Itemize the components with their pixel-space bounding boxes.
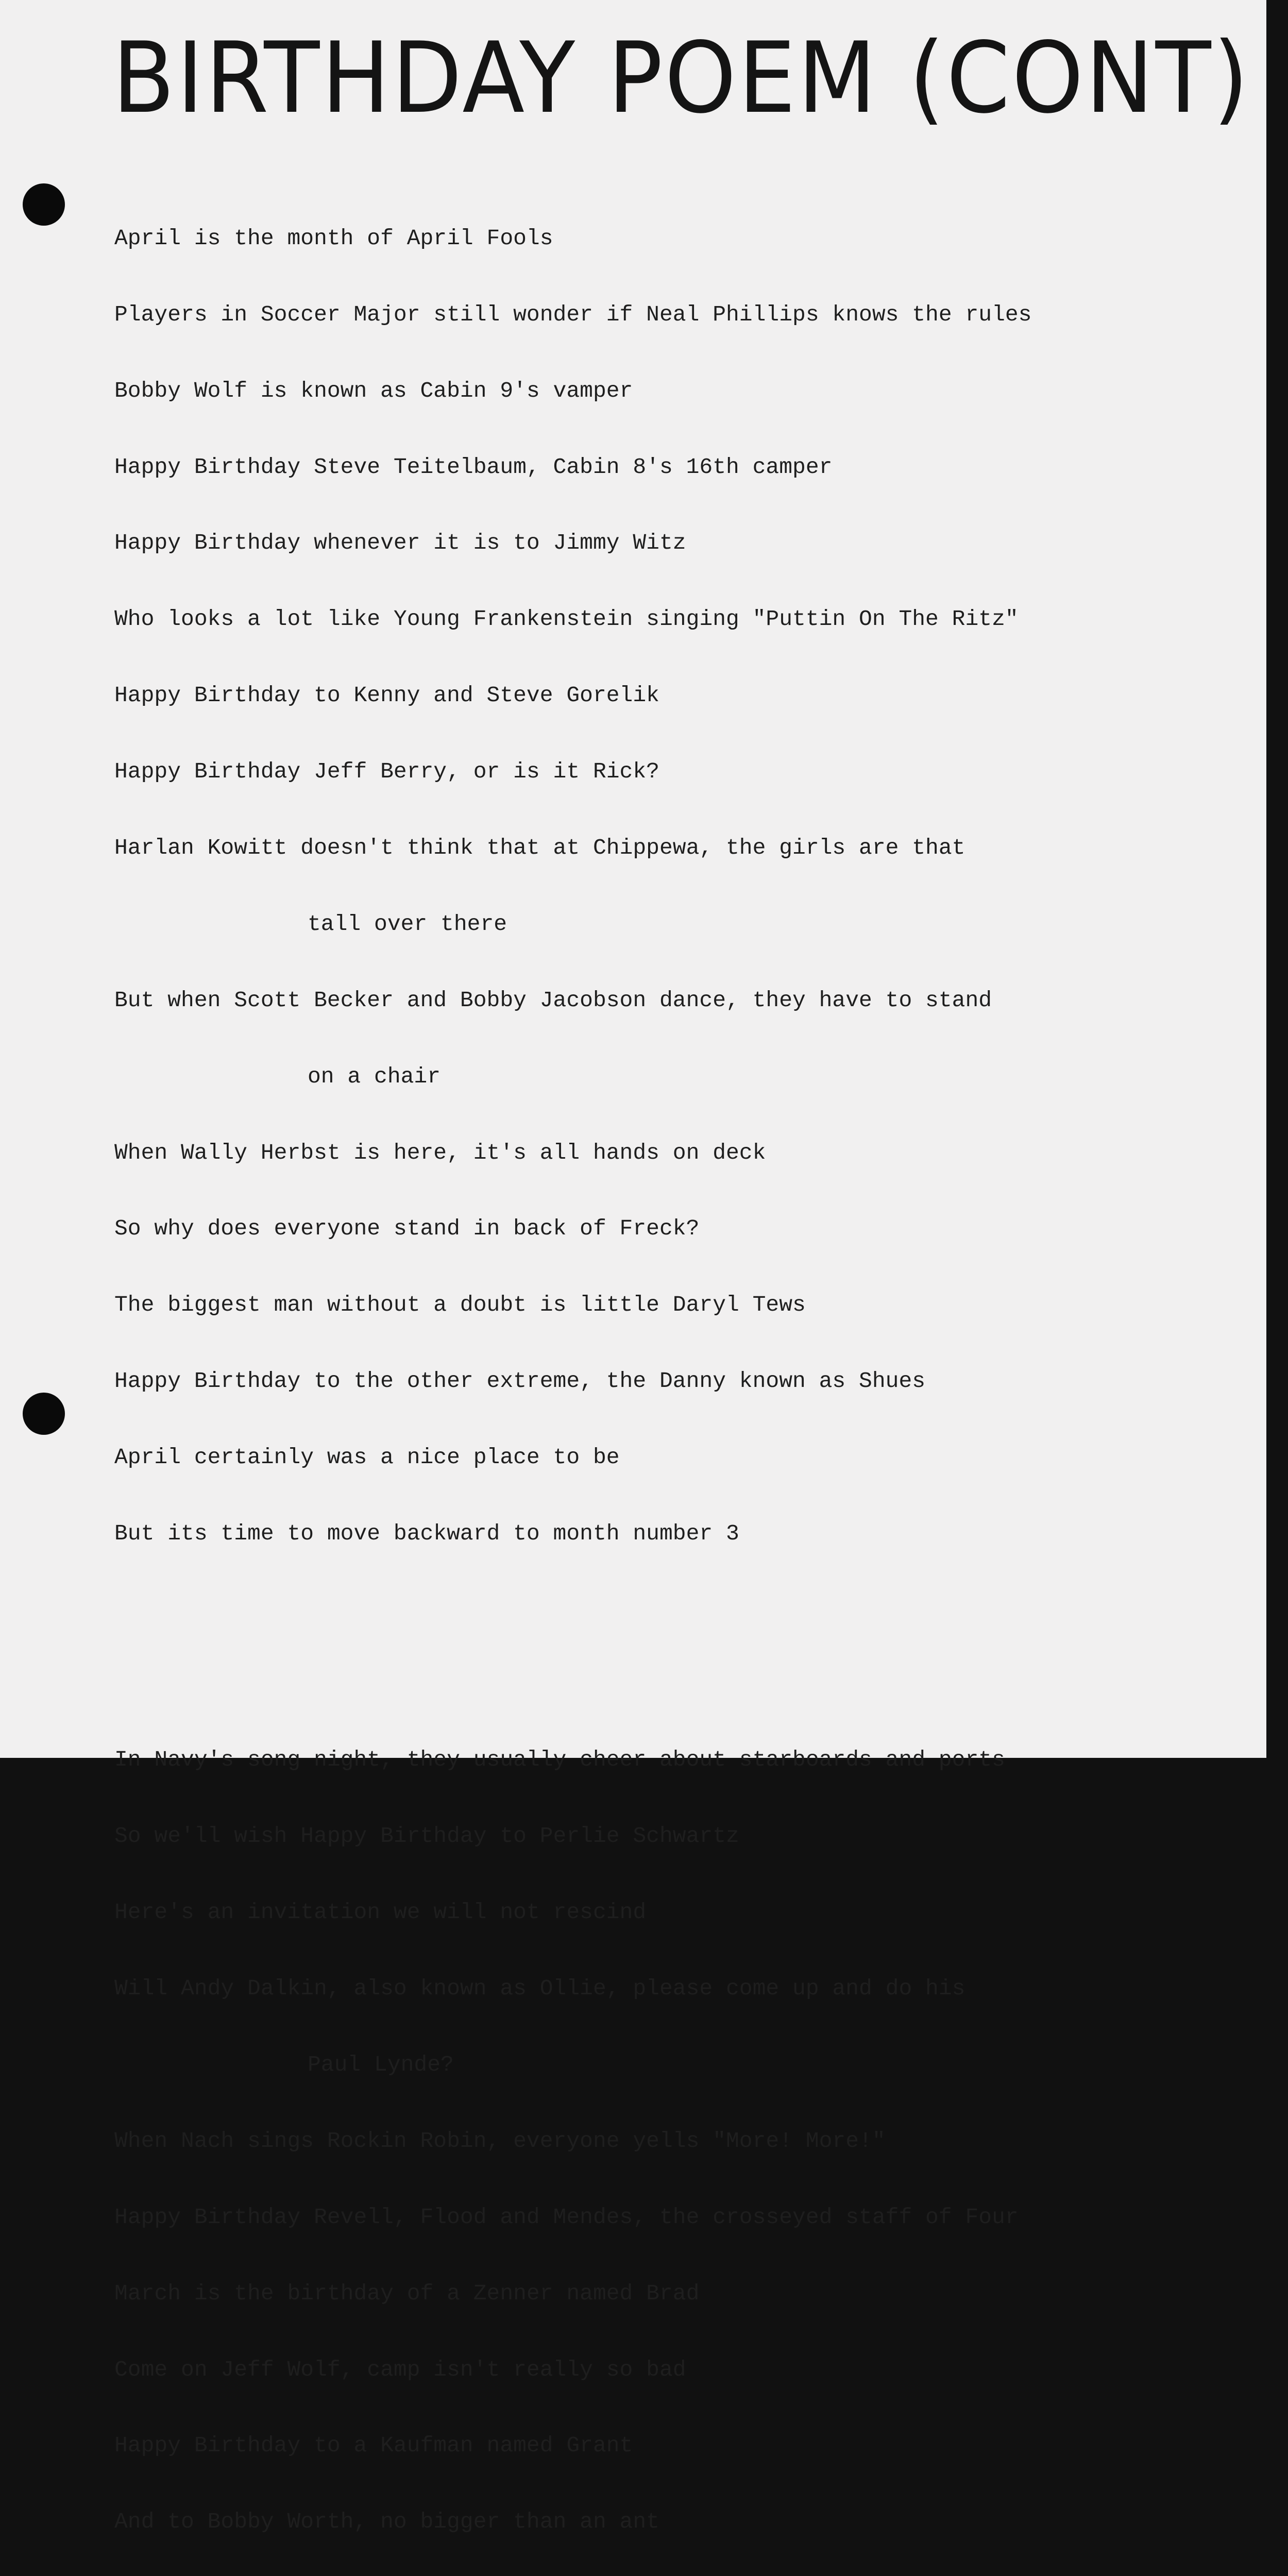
poem-line: So why does everyone stand in back of Freck? [114,1216,700,1242]
poem-line: Harlan Kowitt doesn't think that at Chippewa, the girls are that [114,835,965,861]
poem-body [114,149,1032,2576]
poem-line: April certainly was a nice place to be [114,1445,620,1470]
poem-line: In Navy's song night, they usually cheer about starboards and ports [114,1747,1005,1773]
poem-line: Happy Birthday Revell, Flood and Mendes, the crosseyed staff of Four [114,2204,1019,2230]
poem-line: Bobby Wolf is known as Cabin 9's vamper [114,378,633,403]
poem-line: When Wally Herbst is here, it's all hands on deck [114,1140,766,1165]
poem-line: Happy Birthday Steve Teitelbaum, Cabin 8's 16th camper [114,454,833,480]
poem-line: The biggest man without a doubt is little Daryl Tews [114,1292,806,1318]
poem-line: But its time to move backward to month number 3 [114,1521,739,1547]
poem-line: March is the birthday of a Zenner named Brad [114,2280,700,2306]
poem-line: Come on Jeff Wolf, camp isn't really so bad [114,2357,686,2382]
poem-line-continuation: Paul Lynde? [308,2052,454,2077]
stanza-break [114,1622,1032,1646]
poem-line: Happy Birthday Jeff Berry, or is it Rick? [114,759,659,785]
punch-hole-top [23,183,65,226]
poem-line: Happy Birthday to a Kaufman named Grant [114,2433,633,2459]
poem-line-continuation: on a chair [308,1063,441,1089]
poem-line-continuation: tall over there [308,911,507,937]
poem-line: Who looks a lot like Young Frankenstein singing "Puttin On The Ritz" [114,606,1019,632]
poem-line: So we'll wish Happy Birthday to Perlie Schwartz [114,1823,739,1849]
poem-line: Happy Birthday to the other extreme, the Danny known as Shues [114,1368,926,1394]
poem-line: April is the month of April Fools [114,225,553,251]
poem-line: Players in Soccer Major still wonder if Neal Phillips knows the rules [114,301,1032,327]
poem-line: Happy Birthday to Kenny and Steve Gorelik [114,683,659,708]
poem-line: Happy Birthday whenever it is to Jimmy Witz [114,530,686,556]
poem-line: But when Scott Becker and Bobby Jacobson dance, they have to stand [114,987,992,1013]
poem-line: And to Bobby Worth, no bigger than an ant [114,2509,659,2535]
poem-line: When Nach sings Rockin Robin, everyone yells "More! More!" [114,2128,886,2154]
poem-line: Here's an invitation we will not rescind [114,1900,647,1925]
page-title: BIRTHDAY POEM (CONT) [112,21,1251,135]
punch-hole-bottom [23,1393,65,1435]
poem-line: Will Andy Dalkin, also known as Ollie, please come up and do his [114,1976,965,2002]
